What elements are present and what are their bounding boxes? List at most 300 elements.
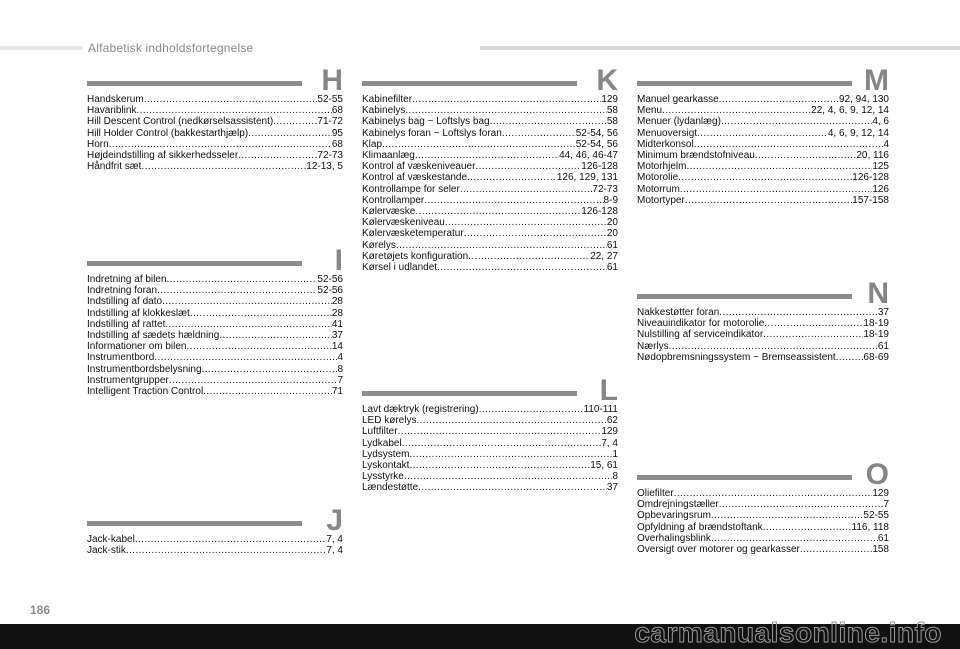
index-entry [362, 228, 618, 239]
entry-term: Menu [637, 105, 663, 117]
index-entry [362, 262, 618, 273]
entry-leader-dots [136, 105, 331, 116]
entry-term: Indstilling af sædets hældning [87, 330, 220, 342]
entry-pages: 125 [872, 161, 889, 173]
entry-leader-dots [711, 533, 878, 544]
entry-leader-dots [479, 404, 584, 415]
entry-pages: 52-56 [317, 274, 343, 285]
entry-term: Menuoversigt [637, 127, 698, 139]
entry-term: Motorolie [637, 172, 679, 184]
section-k [362, 64, 618, 274]
entry-term: Indretning foran [87, 285, 158, 297]
index-entry [637, 161, 889, 172]
section-n [637, 277, 889, 363]
entry-pages: 7 [883, 499, 889, 511]
entry-leader-dots [678, 172, 852, 183]
entry-term: Kørsel i udlandet [362, 262, 438, 274]
entry-leader-dots [409, 460, 590, 471]
section-header [87, 504, 343, 537]
entry-leader-dots [674, 488, 873, 499]
index-entry [362, 184, 618, 195]
section-rule [362, 391, 577, 396]
index-entry [87, 386, 343, 397]
entry-pages: 37 [331, 330, 343, 342]
entry-term: Klimaanlæg [362, 150, 415, 162]
entry-term: Kontrol af væskeniveauer [362, 161, 476, 173]
section-letter: M [864, 64, 889, 97]
index-entry [87, 274, 343, 285]
index-entry [362, 471, 618, 482]
entry-term: Lyskontakt [362, 460, 410, 472]
entry-pages: 52-54, 56 [575, 138, 618, 150]
entry-leader-dots [382, 139, 576, 150]
entry-leader-dots [415, 150, 559, 161]
entry-term: Hill Descent Control (nedkørselsassistent) [87, 116, 274, 128]
entry-term: Horn [87, 138, 109, 150]
entry-pages: 52-56 [317, 285, 343, 297]
section-letter: H [321, 64, 343, 97]
entry-term: Køretøjets konfiguration [362, 250, 469, 262]
section-l [362, 374, 618, 494]
entry-term: Havariblink [87, 105, 137, 117]
entry-leader-dots [800, 544, 872, 555]
entry-leader-dots [219, 330, 332, 341]
entry-term: Oversigt over motorer og gearkasser [637, 544, 800, 556]
entry-leader-dots [686, 161, 872, 172]
index-entry [362, 482, 618, 493]
entry-term: Opbevaringsrum [637, 510, 711, 522]
entry-leader-dots [398, 426, 602, 437]
entry-term: Intelligent Traction Control [87, 386, 204, 398]
entry-leader-dots [238, 150, 317, 161]
index-entry [362, 415, 618, 426]
entry-leader-dots [445, 217, 607, 228]
entry-leader-dots [763, 522, 852, 533]
entry-term: Kølervæsketemperatur [362, 228, 464, 240]
entry-leader-dots [711, 510, 864, 521]
entry-term: Midterkonsol [637, 138, 694, 150]
index-entry [637, 139, 889, 150]
entry-leader-dots [680, 184, 873, 195]
entry-pages: 157-158 [852, 194, 889, 206]
entry-term: Hill Holder Control (bakkestarthjælp) [87, 127, 249, 139]
index-entry [87, 308, 343, 319]
section-rule [637, 475, 852, 480]
index-entry [637, 318, 889, 329]
entry-term: Handskerum [87, 94, 144, 105]
entry-term: Oliefilter [637, 488, 674, 499]
index-entry [637, 329, 889, 340]
index-entry [362, 426, 618, 437]
entry-pages: 7, 4 [326, 534, 343, 545]
entry-term: Indretning af bilen [87, 274, 167, 285]
entry-leader-dots [719, 307, 878, 318]
entry-leader-dots [464, 228, 607, 239]
entry-term: Jack-stik [87, 545, 126, 557]
entry-term: Håndfrit sæt [87, 161, 142, 173]
index-entry [637, 116, 889, 127]
entry-term: Kabinefilter [362, 94, 413, 105]
index-entry [637, 307, 889, 318]
index-entry-list [362, 404, 618, 494]
section-letter: L [599, 374, 618, 407]
entry-leader-dots [202, 364, 338, 375]
entry-pages: 52-54, 56 [575, 127, 618, 139]
entry-pages: 52-55 [317, 94, 343, 105]
index-entry [87, 341, 343, 352]
entry-pages: 28 [331, 296, 343, 308]
entry-pages: 68 [331, 138, 343, 150]
section-m [637, 64, 889, 206]
entry-term: Klap [362, 138, 383, 150]
index-entry [87, 375, 343, 386]
entry-leader-dots [669, 341, 878, 352]
entry-pages: 28 [331, 307, 343, 319]
entry-term: Lavt dæktryk (registrering) [362, 404, 479, 415]
entry-term: Jack-kabel [87, 534, 135, 545]
section-i [87, 244, 343, 398]
entry-pages: 15, 61 [590, 460, 618, 472]
index-entry [362, 251, 618, 262]
entry-term: Motorhjelm [637, 161, 687, 173]
index-entry [362, 94, 618, 105]
entry-pages: 62 [606, 415, 618, 427]
section-header [87, 244, 343, 277]
entry-pages: 22, 4, 6, 9, 12, 14 [811, 105, 889, 117]
entry-term: Niveauindikator for motorolie [637, 318, 765, 330]
section-letter: J [326, 504, 343, 537]
entry-leader-dots [418, 482, 607, 493]
entry-term: Nakkestøtter foran [637, 307, 720, 318]
entry-pages: 61 [877, 340, 889, 352]
index-entry [362, 460, 618, 471]
entry-leader-dots [694, 139, 884, 150]
entry-pages: 20, 116 [856, 150, 889, 162]
index-entry [637, 544, 889, 555]
index-entry [87, 139, 343, 150]
entry-term: Højdeindstilling af sikkerhedsseler [87, 150, 239, 162]
entry-pages: 1 [612, 448, 618, 460]
entry-term: Nødopbremsningssystem ~ Bremseassistent [637, 351, 836, 363]
entry-term: Menuer (lydanlæg) [637, 116, 721, 128]
entry-term: Lysstyrke [362, 471, 404, 483]
index-entry [362, 139, 618, 150]
entry-pages: 61 [606, 262, 618, 274]
entry-leader-dots [141, 161, 306, 172]
entry-term: Kørelys [362, 239, 396, 251]
entry-pages: 8 [337, 363, 343, 375]
index-entry [362, 404, 618, 415]
entry-pages: 52-55 [863, 510, 889, 522]
section-h [87, 64, 343, 173]
entry-pages: 7, 4 [326, 545, 343, 557]
entry-leader-dots [396, 240, 607, 251]
entry-term: Nærlys [637, 340, 669, 352]
index-entry-list [362, 94, 618, 273]
index-entry [87, 161, 343, 172]
entry-leader-dots [719, 499, 884, 510]
index-entry-list [637, 488, 889, 555]
entry-pages: 58 [606, 105, 618, 117]
entry-pages: 7 [337, 374, 343, 386]
entry-leader-dots [126, 545, 326, 556]
entry-pages: 41 [331, 318, 343, 330]
index-entry [362, 105, 618, 116]
index-entry [637, 352, 889, 363]
entry-term: Manuel gearkasse [637, 94, 719, 105]
index-entry-list [87, 274, 343, 397]
section-letter: N [867, 277, 889, 310]
entry-leader-dots [763, 329, 863, 340]
index-entry [362, 240, 618, 251]
index-entry [87, 364, 343, 375]
index-entry [362, 206, 618, 217]
index-entry [637, 488, 889, 499]
entry-leader-dots [662, 105, 811, 116]
entry-pages: 72-73 [317, 150, 343, 162]
entry-pages: 18-19 [863, 318, 889, 330]
entry-pages: 8 [612, 471, 618, 483]
index-entry [362, 116, 618, 127]
entry-term: Luftfilter [362, 426, 398, 438]
entry-leader-dots [836, 352, 864, 363]
index-entry [637, 172, 889, 183]
entry-leader-dots [167, 274, 318, 285]
entry-pages: 129 [601, 426, 618, 438]
entry-pages: 92, 94, 130 [838, 94, 889, 105]
entry-term: Indstilling af klokkeslæt [87, 307, 190, 319]
entry-leader-dots [764, 318, 863, 329]
index-entry [362, 438, 618, 449]
entry-pages: 116, 118 [851, 521, 889, 533]
entry-leader-dots [404, 471, 613, 482]
section-header [637, 277, 889, 310]
page-title: Alfabetisk indholdsfortegnelse [88, 41, 254, 55]
index-entry [637, 128, 889, 139]
index-entry [87, 150, 343, 161]
entry-term: Informationer om bilen [87, 341, 187, 353]
entry-pages: 4 [337, 352, 343, 364]
index-entry [87, 128, 343, 139]
section-letter: I [334, 244, 343, 277]
entry-term: Lydkabel [362, 437, 402, 449]
entry-pages: 68-69 [863, 351, 889, 363]
section-header [362, 64, 618, 97]
index-entry-list [637, 307, 889, 363]
section-rule [87, 261, 302, 266]
entry-term: Instrumentbordsbelysning [87, 363, 202, 375]
entry-leader-dots [721, 116, 872, 127]
section-j [87, 504, 343, 557]
entry-term: Kabinelys foran ~ Loftslys foran [362, 127, 502, 139]
index-entry [87, 352, 343, 363]
section-letter: K [596, 64, 618, 97]
index-entry [87, 105, 343, 116]
section-rule [637, 81, 852, 86]
header-accent-right [480, 46, 960, 50]
section-header [87, 64, 343, 97]
entry-pages: 126, 129, 131 [556, 172, 618, 184]
entry-term: Motorrum [637, 183, 680, 195]
entry-pages: 18-19 [863, 329, 889, 341]
watermark-logo: carmanualsonline.info [634, 617, 942, 648]
entry-leader-dots [416, 415, 606, 426]
entry-term: Overhalingsblink [637, 532, 711, 544]
entry-pages: 44, 46, 46-47 [559, 150, 618, 162]
entry-leader-dots [437, 262, 607, 273]
entry-leader-dots [490, 116, 607, 127]
entry-leader-dots [719, 94, 839, 105]
section-o [637, 458, 889, 556]
entry-term: Kabinelys bag ~ Loftslys bag [362, 116, 490, 128]
index-entry [362, 449, 618, 460]
entry-pages: 58 [606, 116, 618, 128]
page-number: 186 [30, 603, 51, 617]
index-entry [637, 341, 889, 352]
entry-pages: 126-128 [852, 172, 889, 184]
entry-pages: 110-111 [583, 404, 618, 415]
index-entry [637, 522, 889, 533]
index-entry [362, 150, 618, 161]
entry-term: Motortyper [637, 194, 685, 206]
entry-term: Opfyldning af brændstoftank [637, 521, 763, 533]
entry-term: Kontrol af væskestande [362, 172, 468, 184]
section-header [637, 458, 889, 491]
entry-term: Indstilling af dato [87, 296, 163, 308]
entry-leader-dots [109, 139, 332, 150]
index-entry [362, 217, 618, 228]
entry-term: Kontrollampe for seler [362, 183, 460, 195]
index-entry [637, 195, 889, 206]
entry-term: Instrumentbord [87, 352, 155, 364]
index-entry-list [87, 94, 343, 172]
entry-pages: 4, 6 [872, 116, 889, 128]
entry-leader-dots [697, 128, 828, 139]
index-entry [87, 285, 343, 296]
entry-pages: 158 [872, 544, 889, 556]
entry-term: LED kørelys [362, 415, 417, 427]
index-entry [87, 116, 343, 127]
entry-pages: 72-73 [592, 183, 618, 195]
entry-pages: 7, 4 [601, 437, 618, 449]
index-entry [637, 510, 889, 521]
index-entry [637, 94, 889, 105]
entry-term: Instrumentgrupper [87, 374, 169, 386]
entry-leader-dots [144, 94, 318, 105]
entry-pages: 12-13, 5 [306, 161, 343, 173]
section-rule [637, 294, 852, 299]
entry-leader-dots [467, 172, 557, 183]
entry-pages: 126 [872, 183, 889, 195]
entry-leader-dots [460, 184, 593, 195]
entry-pages: 95 [331, 127, 343, 139]
entry-term: Minimum brændstofniveau [637, 150, 755, 162]
entry-pages: 126-128 [581, 206, 618, 218]
section-header [637, 64, 889, 97]
entry-leader-dots [468, 251, 590, 262]
entry-pages: 126-128 [581, 161, 618, 173]
entry-pages: 4, 6, 9, 12, 14 [827, 127, 889, 139]
entry-pages: 68 [331, 105, 343, 117]
index-entry-list [637, 94, 889, 206]
entry-term: Indstilling af rattet [87, 318, 166, 330]
index-entry-list [87, 534, 343, 556]
index-entry [87, 330, 343, 341]
entry-pages: 22, 27 [590, 250, 618, 262]
entry-leader-dots [402, 438, 602, 449]
index-entry [87, 319, 343, 330]
index-entry [362, 128, 618, 139]
index-entry [637, 499, 889, 510]
entry-leader-dots [154, 352, 337, 363]
entry-leader-dots [187, 341, 332, 352]
entry-leader-dots [415, 206, 581, 217]
entry-leader-dots [203, 386, 332, 397]
entry-pages: 71-72 [317, 116, 343, 128]
entry-leader-dots [190, 308, 332, 319]
entry-leader-dots [685, 195, 853, 206]
entry-leader-dots [502, 128, 576, 139]
entry-leader-dots [409, 449, 612, 460]
index-entry [87, 534, 343, 545]
entry-leader-dots [412, 94, 601, 105]
entry-term: Kontrollamper [362, 194, 425, 206]
entry-term: Nulstilling af serviceindikator [637, 329, 764, 341]
entry-term: Kabinelys [362, 105, 406, 117]
entry-leader-dots [169, 375, 338, 386]
entry-leader-dots [157, 285, 317, 296]
entry-term: Lændestøtte [362, 482, 419, 494]
section-rule [87, 521, 302, 526]
entry-pages: 61 [877, 532, 889, 544]
index-entry [362, 161, 618, 172]
section-rule [87, 81, 302, 86]
entry-pages: 61 [606, 239, 618, 251]
entry-leader-dots [475, 161, 581, 172]
index-entry [362, 195, 618, 206]
entry-pages: 4 [883, 138, 889, 150]
entry-pages: 129 [601, 94, 618, 105]
index-entry [362, 172, 618, 183]
header-accent-left [0, 46, 82, 50]
entry-pages: 71 [331, 386, 343, 398]
index-entry [87, 94, 343, 105]
entry-pages: 20 [606, 217, 618, 229]
section-rule [362, 81, 577, 86]
entry-leader-dots [248, 128, 332, 139]
entry-leader-dots [162, 296, 332, 307]
entry-term: Kølervæske [362, 206, 416, 218]
entry-leader-dots [273, 116, 317, 127]
index-entry [87, 296, 343, 307]
entry-pages: 8-9 [603, 194, 618, 206]
entry-term: Kølervæskeniveau [362, 217, 445, 229]
section-letter: O [865, 458, 889, 491]
entry-leader-dots [755, 150, 857, 161]
entry-leader-dots [165, 319, 332, 330]
index-entry [637, 533, 889, 544]
entry-pages: 129 [872, 488, 889, 499]
entry-pages: 20 [606, 228, 618, 240]
section-header [362, 374, 618, 407]
index-entry [637, 105, 889, 116]
entry-term: Lydsystem [362, 448, 410, 460]
entry-leader-dots [405, 105, 607, 116]
entry-leader-dots [424, 195, 603, 206]
entry-pages: 37 [877, 307, 889, 318]
entry-leader-dots [135, 534, 327, 545]
index-entry [87, 545, 343, 556]
